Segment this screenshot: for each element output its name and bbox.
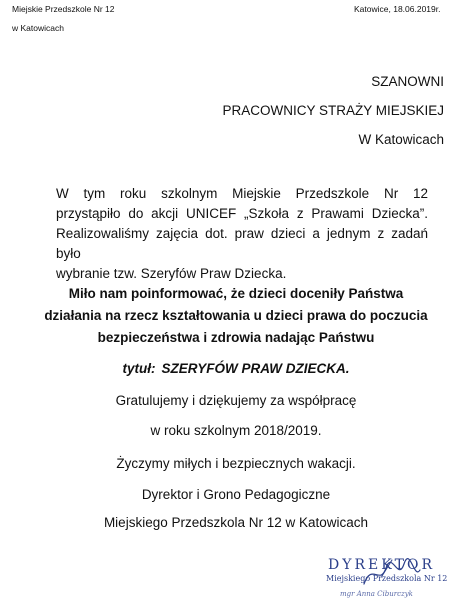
stamp-signatory: mgr Anna Ciburczyk xyxy=(340,590,413,598)
sender-name: Miejskie Przedszkole Nr 12 xyxy=(12,4,115,14)
paragraph-line: W tym roku szkolnym Miejskie Przedszkole Nr 12 xyxy=(56,186,428,201)
signature-mark xyxy=(362,556,422,590)
closing-line-2: Miejskiego Przedszkola Nr 12 w Katowicach xyxy=(103,515,369,530)
paragraph-line: przystąpiło do akcji UNICEF „Szkoła z Prawami Dziecka”. xyxy=(56,206,428,221)
closing-line-1: Dyrektor i Grono Pedagogiczne xyxy=(141,487,331,502)
stamp-title: DYREKTOR xyxy=(328,557,436,573)
sender-city: w Katowicach xyxy=(12,23,64,33)
school-year-line: w roku szkolnym 2018/2019. xyxy=(150,423,322,438)
addressee-line-3: W Katowicach xyxy=(358,132,444,147)
bold-line: bezpieczeństwa i zdrowia nadając Państwu xyxy=(97,330,375,345)
stamp-institution: Miejskiego Przedszkola Nr 12 xyxy=(326,574,448,583)
title-line xyxy=(40,361,432,376)
paragraph-line: Realizowaliśmy zajęcia dot. praw dzieci a jednym z zadań było xyxy=(56,226,428,261)
paragraph-line: wybranie tzw. Szeryfów Praw Dziecka. xyxy=(56,266,287,281)
bold-line: Miło nam poinformować, że dzieci doceniły Państwa xyxy=(68,286,404,301)
addressee-line-2: PRACOWNICY STRAŻY MIEJSKIEJ xyxy=(222,103,444,118)
place-date: Katowice, 18.06.2019r. xyxy=(354,4,441,14)
wishes-line: Życzymy miłych i bezpiecznych wakacji. xyxy=(116,456,356,471)
bold-line: działania na rzecz kształtowania u dzieci prawa do poczucia xyxy=(44,308,428,323)
title-label: tytuł: xyxy=(122,361,156,376)
bold-message xyxy=(40,283,432,349)
body-paragraph xyxy=(56,184,428,284)
title-value: SZERYFÓW PRAW DZIECKA. xyxy=(161,361,350,376)
congratulations-line: Gratulujemy i dziękujemy za współpracę xyxy=(115,393,357,408)
addressee-line-1: SZANOWNI xyxy=(371,74,444,89)
